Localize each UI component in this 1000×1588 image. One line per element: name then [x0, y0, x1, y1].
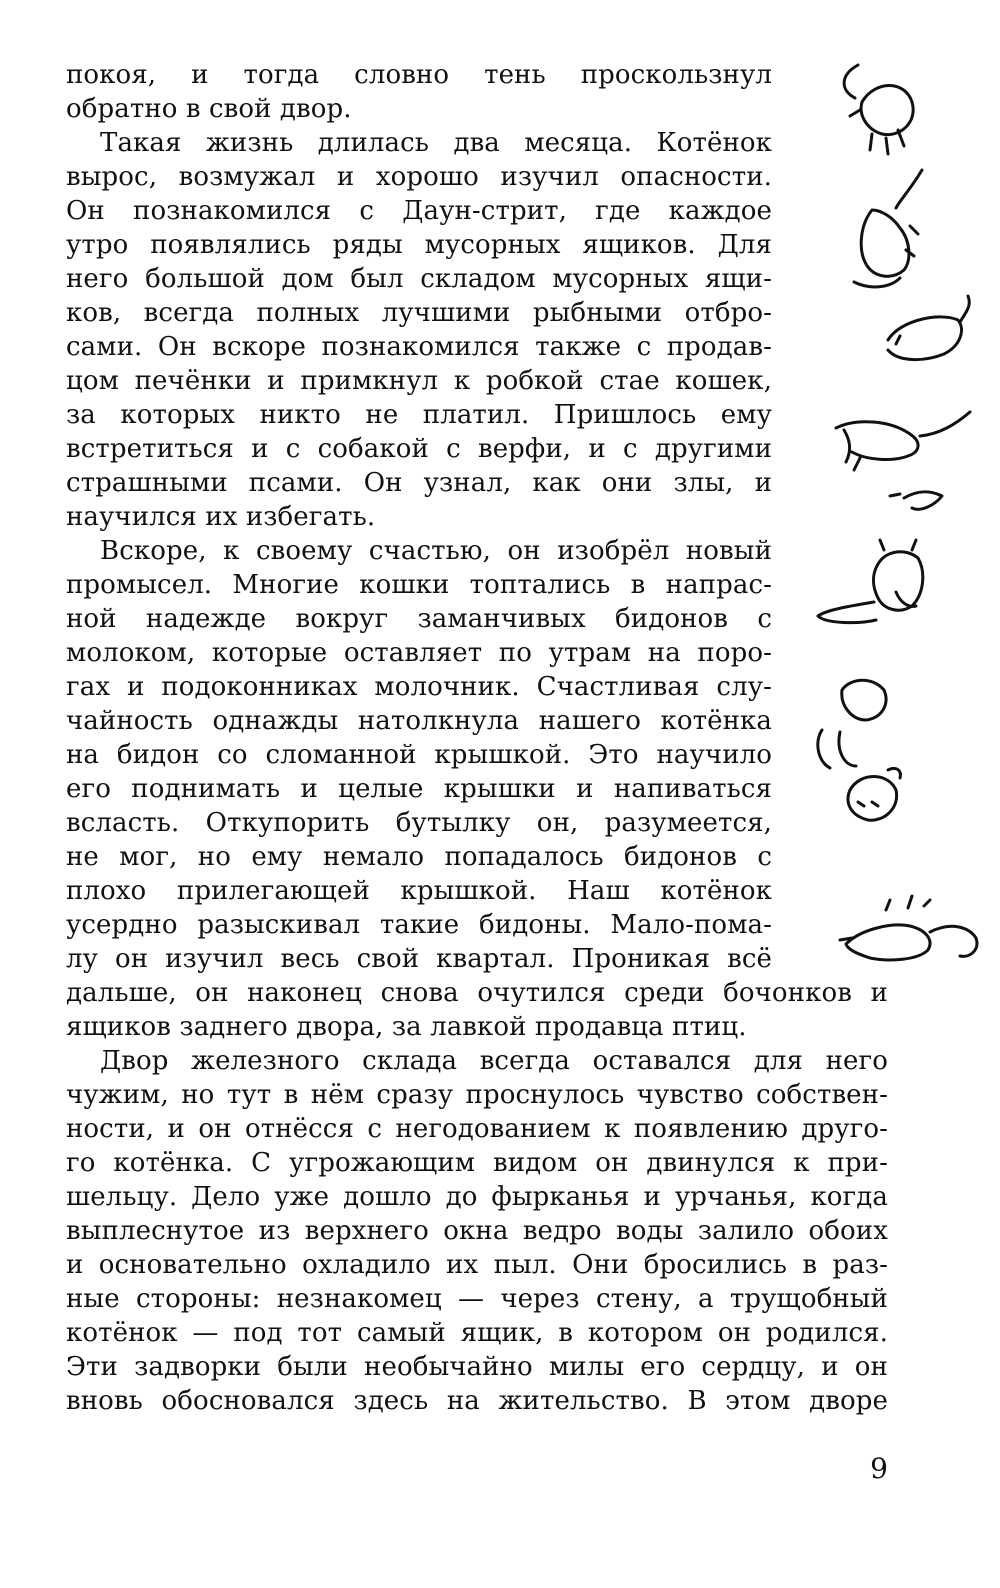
mouse-sketch-icon	[840, 896, 977, 960]
text-line: шельцу. Дело уже дошло до фырканья и урчанья, когда	[66, 1182, 888, 1212]
text-line: выплеснутое из верхнего окна ведро воды залило обоих	[66, 1216, 888, 1246]
text-line: ности, и он отнёсся с негодованием к появлению друго-	[66, 1114, 888, 1144]
text-line: Такая жизнь длилась два месяца. Котёнок	[100, 128, 772, 158]
text-line: чужим, но тут в нём сразу проснулось чувство собствен-	[66, 1080, 888, 1110]
text-line: дальше, он наконец снова очутился среди бочонков и	[66, 978, 888, 1008]
text-line: лу он изучил весь свой квартал. Проникая всё	[66, 944, 772, 974]
text-line: всласть. Откупорить бутылку он, разумеется,	[66, 808, 772, 838]
text-line: Он познакомился с Даун-стрит, где каждое	[66, 196, 772, 226]
text-line: вновь обосновался здесь на жительство. В этом дворе	[66, 1386, 888, 1416]
text-line: и основательно охладило их пыл. Они бросились в раз-	[66, 1250, 888, 1280]
text-line: чайность однажды натолкнула нашего котёнка	[66, 706, 772, 736]
text-line: Двор железного склада всегда оставался для него	[100, 1046, 888, 1076]
text-line: ные стороны: незнакомец — через стену, а трущобный	[66, 1284, 888, 1314]
text-line: не мог, но ему немало попадалось бидонов с	[66, 842, 772, 872]
text-line: усердно разыскивал такие бидоны. Мало-пома-	[66, 910, 772, 940]
text-line: страшными псами. Он узнал, как они злы, и	[66, 468, 772, 498]
text-line: плохо прилегающей крышкой. Наш котёнок	[66, 876, 772, 906]
text-line: встретиться и с собакой с верфи, и с другими	[66, 434, 772, 464]
text-line: гах и подоконниках молочник. Счастливая слу-	[66, 672, 772, 702]
text-line: на бидон со сломанной крышкой. Это научило	[66, 740, 772, 770]
text-line: цом печёнки и примкнул к робкой стае кошек,	[66, 366, 772, 396]
text-line: го котёнка. С угрожающим видом он двинулся к при-	[66, 1148, 888, 1178]
text-line: молоком, которые оставляет по утрам на поро-	[66, 638, 772, 668]
text-line: Вскоре, к своему счастью, он изобрёл новый	[100, 536, 772, 566]
text-line: ков, всегда полных лучшими рыбными отбро-	[66, 298, 772, 328]
mouse-sketch-icon	[854, 170, 922, 287]
text-line: него большой дом был складом мусорных ящи-	[66, 264, 772, 294]
mouse-sketch-icon	[818, 680, 901, 820]
mouse-sketch-icon	[818, 540, 923, 623]
page-number: 9	[870, 1452, 888, 1485]
text-line: Эти задворки были необычайно милы его сердцу, и он	[66, 1352, 888, 1382]
text-line: ной надежде вокруг заманчивых бидонов с	[66, 604, 772, 634]
text-line: ящиков заднего двора, за лавкой продавца птиц.	[66, 1012, 747, 1042]
text-line: обратно в свой двор.	[66, 94, 352, 124]
text-line: сами. Он вскоре познакомился также с продав-	[66, 332, 772, 362]
text-line: научился их избегать.	[66, 502, 376, 532]
mouse-sketch-icon	[844, 65, 913, 154]
text-line: за которых никто не платил. Пришлось ему	[66, 400, 772, 430]
mouse-sketch-icon	[836, 412, 970, 509]
text-line: промысел. Многие кошки топтались в напрас-	[66, 570, 772, 600]
text-line: покоя, и тогда словно тень проскользнул	[66, 60, 772, 90]
mice-sketches-illustration	[800, 50, 990, 980]
text-line: утро появлялись ряды мусорных ящиков. Для	[66, 230, 772, 260]
mouse-sketch-icon	[888, 296, 969, 360]
text-line: его поднимать и целые крышки и напиваться	[66, 774, 772, 804]
text-line: вырос, возмужал и хорошо изучил опасности.	[66, 162, 772, 192]
text-line: котёнок — под тот самый ящик, в котором он родился.	[66, 1318, 888, 1348]
